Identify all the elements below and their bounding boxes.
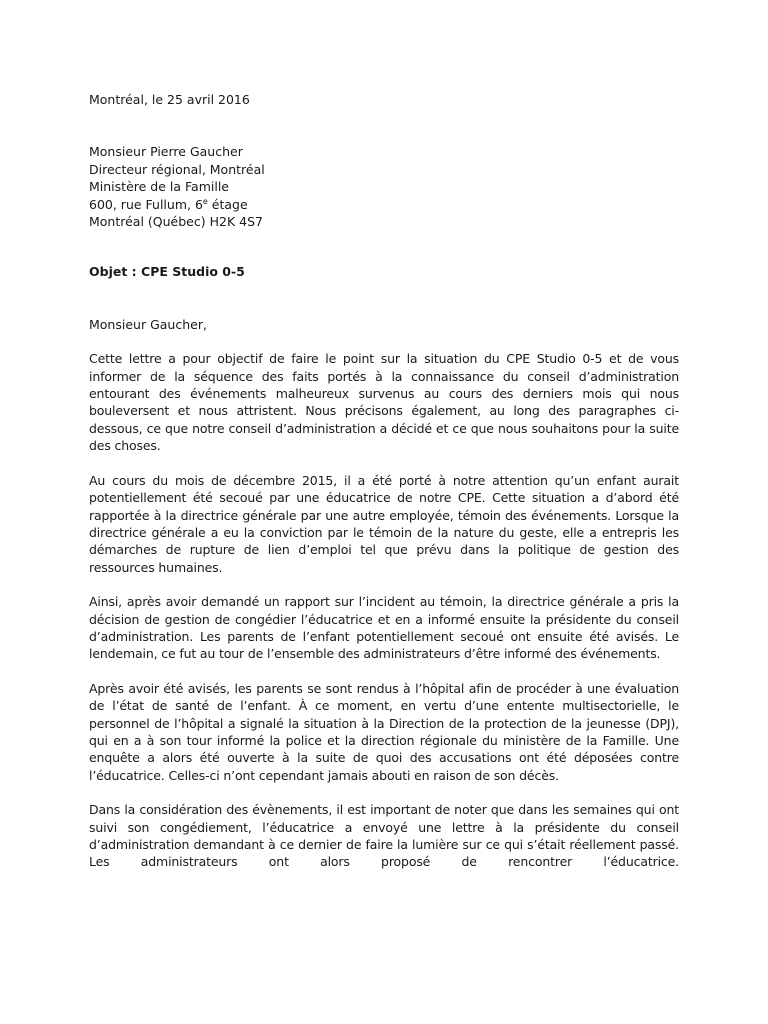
recipient-city: Montréal (Québec) H2K 4S7: [89, 214, 263, 230]
letter-date: Montréal, le 25 avril 2016: [89, 92, 250, 107]
paragraph-4: Après avoir été avisés, les parents se sont rendus à l’hôpital afin de procéder à une évaluation de l’état de santé de l’enfant. À ce moment, en vertu d’une entente multisectorielle, le personnel de l’hôpital a signalé la situation à la Direction de la protection de la jeunesse (DPJ), qui en a à son tour informé la police et la direction régionale du ministère de la Famille. Une enquête a alors été ouverte à la suite de quoi des accusations ont été déposées contre l’éducatrice. Celles-ci n’ont cependant jamais abouti en raison de son décès.: [89, 680, 679, 783]
recipient-address: [89, 143, 679, 230]
letter-salutation: Monsieur Gaucher,: [89, 316, 207, 332]
letter-body: [89, 91, 679, 888]
paragraph-5: Dans la considération des évènements, il est important de noter que dans les semaines qui ont suivi son congédiement, l’éducatrice a envoyé une lettre à la présidente du conseil d’administration demandant à ce dernier de faire la lumière sur ce qui s’était réellement passé. Les administrateurs ont alors proposé de rencontrer l’éducatrice.: [89, 802, 679, 870]
recipient-organization: Ministère de la Famille: [89, 179, 229, 195]
paragraph-3: Ainsi, après avoir demandé un rapport sur l’incident au témoin, la directrice générale a pris la décision de gestion de congédier l’éducatrice et en a informé ensuite la présidente du conseil d’administration. Les parents de l’enfant potentiellement secoué ont ensuite été avisés. Le lendemain, ce fut au tour de l’ensemble des administrateurs d’être informé des événements.: [89, 594, 679, 662]
paragraph-1: Cette lettre a pour objectif de faire le point sur la situation du CPE Studio 0-5 et de vous informer de la séquence des faits portés à la connaissance du conseil d’administration entourant des événements malheureux survenus au cours des derniers mois qui nous bouleversent et nous attristent. Nous précisons également, au long des paragraphes ci-dessous, ce que notre conseil d’administration a décidé et ce que nous souhaitons pour la suite des choses.: [89, 351, 679, 454]
recipient-title: Directeur régional, Montréal: [89, 161, 265, 177]
recipient-street-prefix: 600, rue Fullum, 6: [89, 196, 203, 212]
recipient-street: [89, 196, 679, 213]
paragraph-2: Au cours du mois de décembre 2015, il a été porté à notre attention qu’un enfant aurait potentiellement été secoué par une éducatrice de notre CPE. Cette situation a d’abord été rapportée à la directrice générale par une autre employée, témoin des événements. Lorsque la directrice générale a eu la conviction par le témoin de la nature du geste, elle a entrepris les démarches de rupture de lien d’emploi tel que prévu dans la politique de gestion des ressources humaines.: [89, 472, 679, 575]
recipient-name: Monsieur Pierre Gaucher: [89, 144, 243, 160]
letter-subject: Objet : CPE Studio 0-5: [89, 264, 245, 280]
recipient-street-suffix: étage: [207, 196, 248, 212]
recipient-street-sup: e: [202, 196, 208, 206]
